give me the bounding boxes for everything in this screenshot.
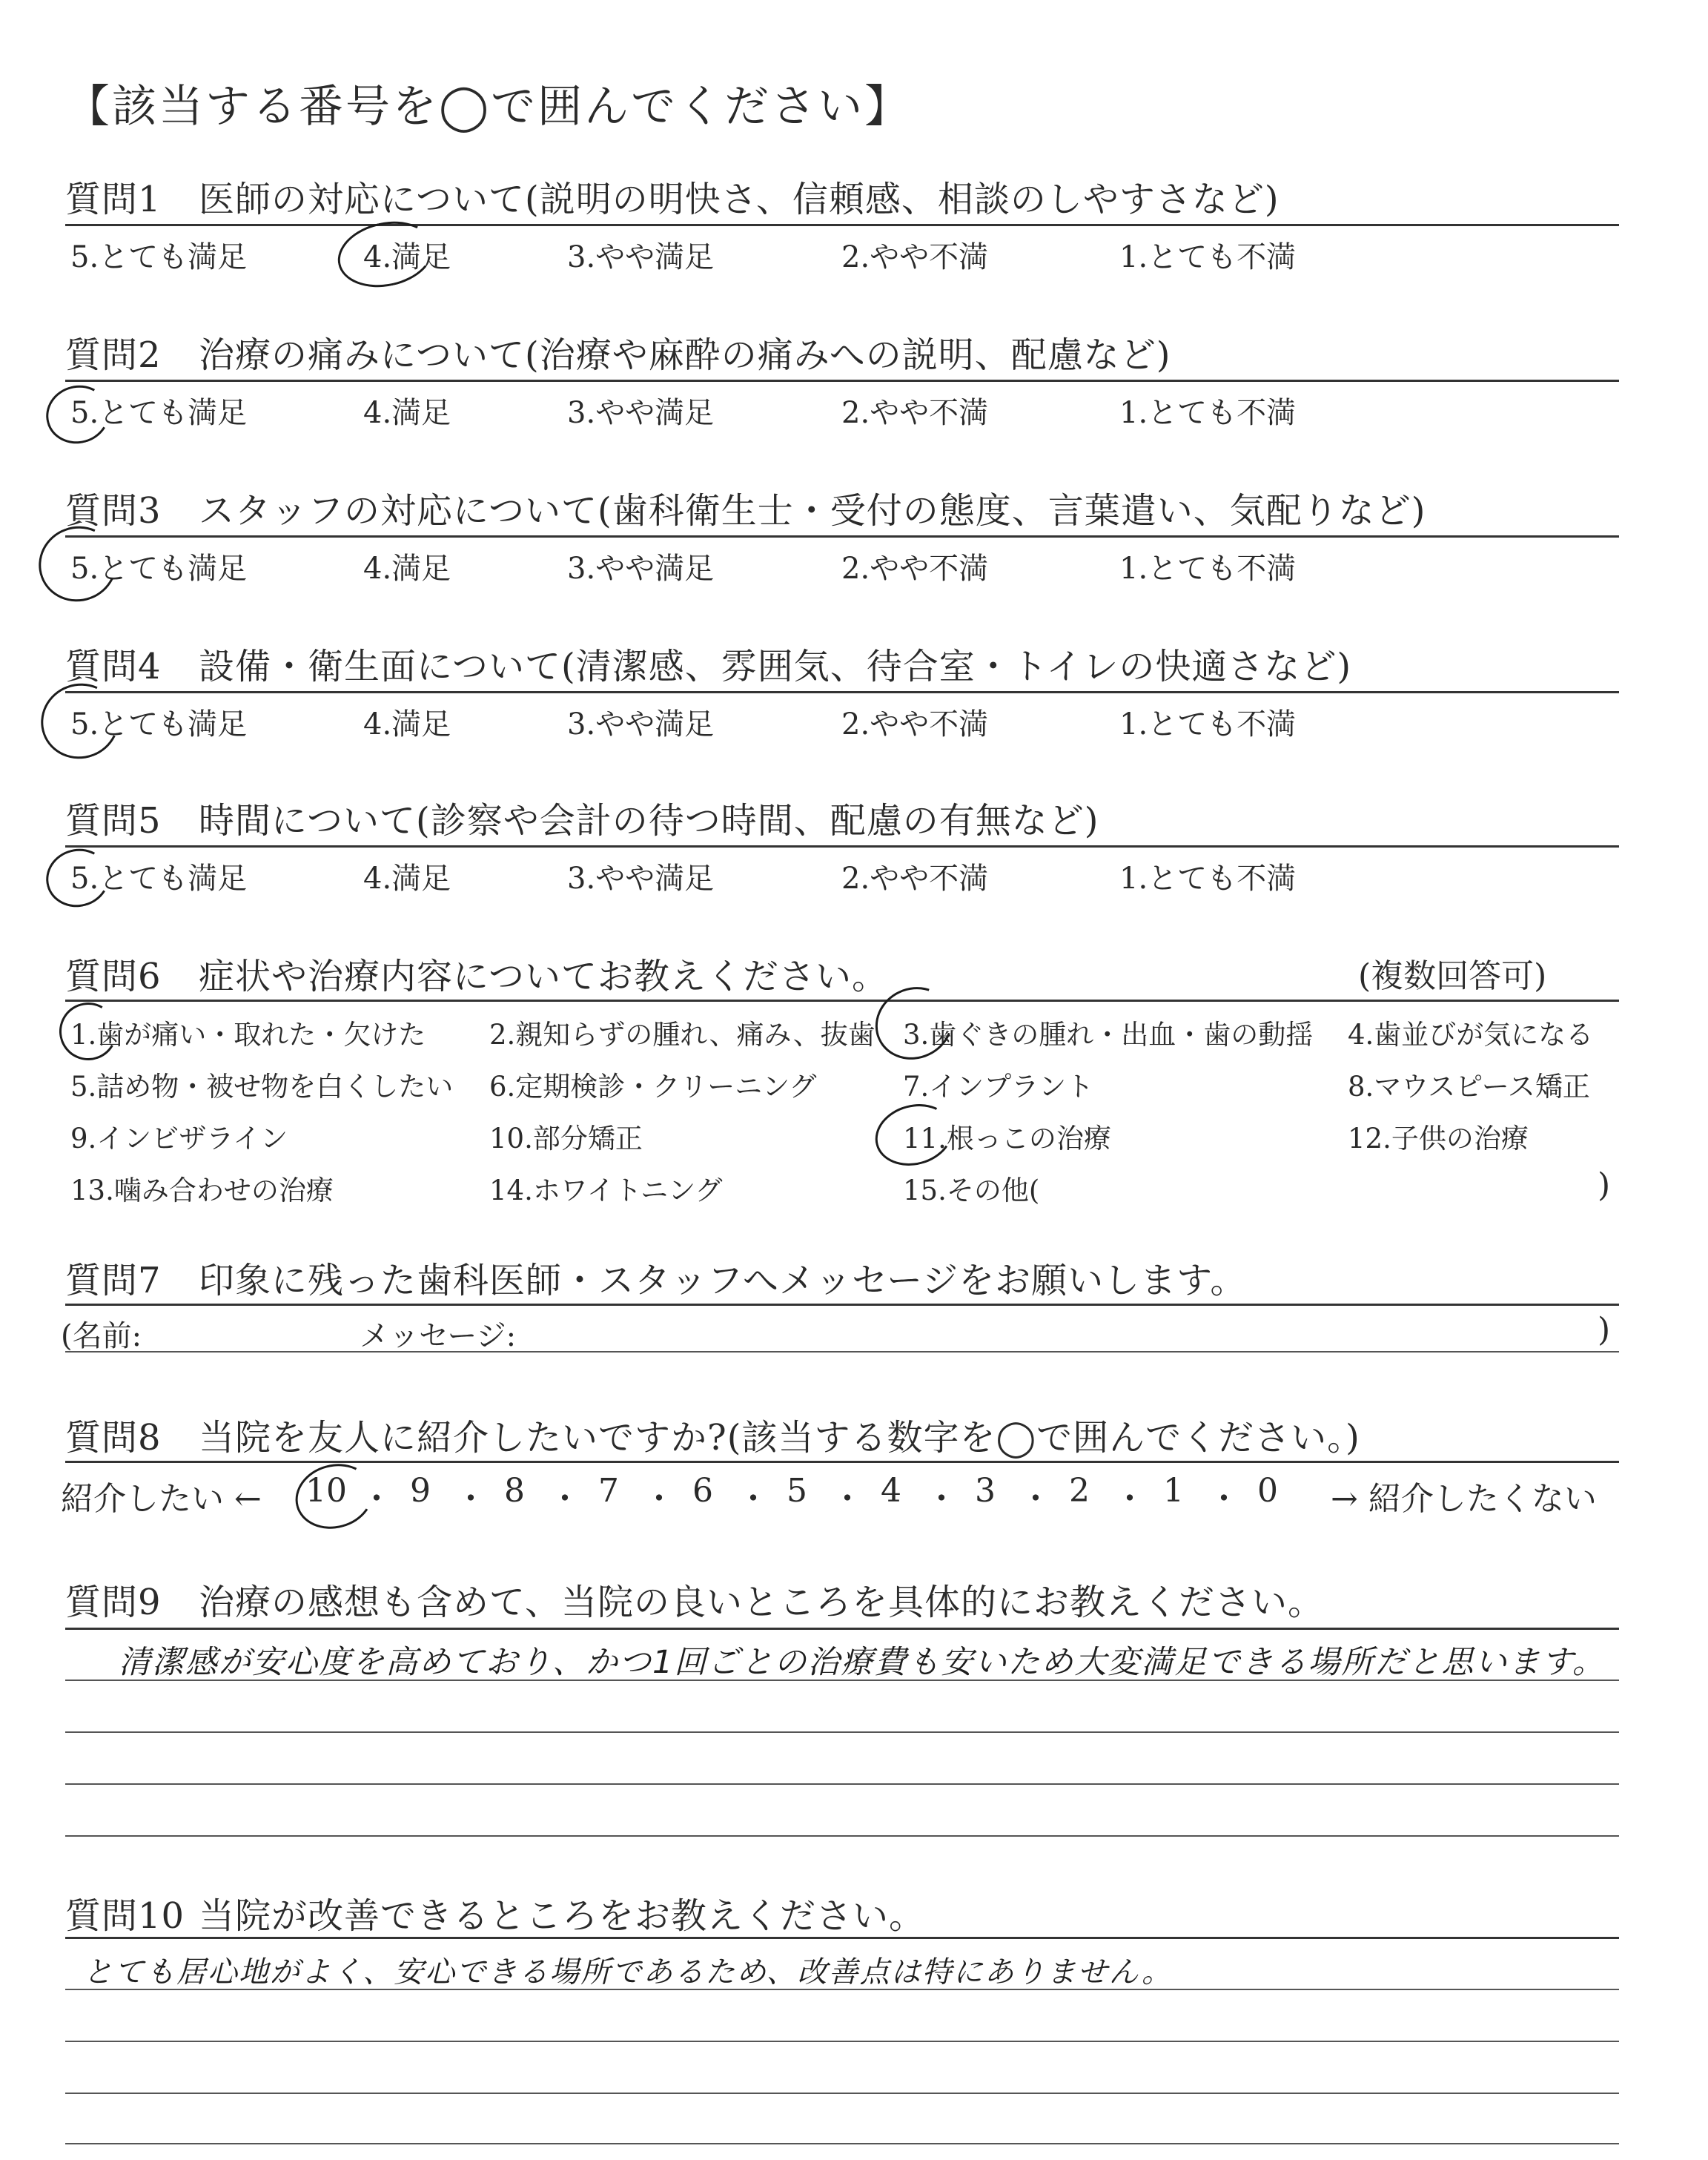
q6-option-4[interactable]: 4.歯並びが気になる bbox=[1348, 1019, 1594, 1051]
question-number: 質問8 bbox=[65, 1417, 162, 1459]
scale-value-9[interactable]: 9 bbox=[410, 1472, 431, 1510]
q6-option-2[interactable]: 2.親知らずの腫れ、痛み、抜歯 bbox=[489, 1019, 875, 1051]
scale-value-8[interactable]: 8 bbox=[504, 1472, 525, 1510]
question-number: 質問3 bbox=[65, 490, 162, 532]
q1-option-4[interactable]: 4.満足 bbox=[363, 240, 451, 274]
name-label: (名前: bbox=[61, 1319, 142, 1353]
q6-option-15[interactable]: 15.その他( bbox=[903, 1175, 1040, 1206]
message-close-paren: ) bbox=[1598, 1311, 1611, 1349]
q5-option-2[interactable]: 2.やや不満 bbox=[841, 862, 989, 896]
q6-option-3[interactable]: 3.歯ぐきの腫れ・出血・歯の動揺 bbox=[903, 1019, 1314, 1051]
q6-option-5[interactable]: 5.詰め物・被せ物を白くしたい bbox=[70, 1071, 454, 1103]
question-number: 質問5 bbox=[65, 800, 162, 842]
q5-option-3[interactable]: 3.やや満足 bbox=[567, 862, 715, 896]
scale-value-7[interactable]: 7 bbox=[598, 1472, 619, 1510]
answer-line[interactable] bbox=[65, 1835, 1619, 1837]
other-close-paren: ) bbox=[1598, 1166, 1611, 1204]
q3-option-5[interactable]: 5.とても満足 bbox=[70, 552, 248, 586]
scale-separator: ・ bbox=[1113, 1480, 1146, 1518]
question-number: 質問1 bbox=[65, 179, 162, 220]
divider bbox=[65, 845, 1619, 848]
recommend-right-label: → 紹介したくない bbox=[1331, 1480, 1597, 1518]
q4-option-5[interactable]: 5.とても満足 bbox=[70, 707, 248, 742]
question-number: 質問2 bbox=[65, 334, 162, 376]
divider bbox=[65, 380, 1619, 382]
q1-option-3[interactable]: 3.やや満足 bbox=[567, 240, 715, 274]
q2-option-4[interactable]: 4.満足 bbox=[363, 396, 451, 430]
question-text: 医師の対応について(説明の明快さ、信頼感、相談のしやすさなど) bbox=[199, 179, 1280, 220]
divider bbox=[65, 1000, 1619, 1002]
divider bbox=[65, 1628, 1619, 1630]
q4-option-3[interactable]: 3.やや満足 bbox=[567, 707, 715, 742]
message-label: メッセージ: bbox=[360, 1319, 517, 1353]
divider bbox=[65, 224, 1619, 226]
divider bbox=[65, 691, 1619, 693]
question-2-header bbox=[65, 326, 1171, 377]
question-4-header bbox=[65, 638, 1351, 689]
scale-value-10[interactable]: 10 bbox=[305, 1472, 347, 1510]
q2-option-3[interactable]: 3.やや満足 bbox=[567, 396, 715, 430]
scale-separator: ・ bbox=[454, 1480, 487, 1518]
q6-option-6[interactable]: 6.定期検診・クリーニング bbox=[489, 1071, 817, 1103]
q5-option-1[interactable]: 1.とても不満 bbox=[1119, 862, 1297, 896]
scale-separator: ・ bbox=[360, 1480, 393, 1518]
question-text: 当院が改善できるところをお教えください。 bbox=[199, 1895, 926, 1937]
question-10-header bbox=[65, 1887, 925, 1938]
question-number: 質問10 bbox=[65, 1895, 185, 1937]
question-8-header bbox=[65, 1409, 1360, 1460]
question-text: 設備・衛生面について(清潔感、雰囲気、待合室・トイレの快適さなど) bbox=[199, 646, 1352, 687]
q3-option-3[interactable]: 3.やや満足 bbox=[567, 552, 715, 586]
question-text: スタッフの対応について(歯科衛生士・受付の態度、言葉遣い、気配りなど) bbox=[199, 490, 1426, 532]
recommend-left-label: 紹介したい ← bbox=[61, 1480, 262, 1518]
question-text: 印象に残った歯科医師・スタッフへメッセージをお願いします。 bbox=[199, 1260, 1247, 1301]
question-text: 治療の痛みについて(治療や麻酔の痛みへの説明、配慮など) bbox=[199, 334, 1171, 376]
divider bbox=[65, 535, 1619, 538]
divider bbox=[65, 1937, 1619, 1939]
answer-line[interactable] bbox=[65, 2143, 1619, 2144]
q6-option-8[interactable]: 8.マウスピース矯正 bbox=[1348, 1071, 1590, 1103]
scale-value-4[interactable]: 4 bbox=[881, 1472, 901, 1510]
scale-value-0[interactable]: 0 bbox=[1257, 1472, 1278, 1510]
q3-option-2[interactable]: 2.やや不満 bbox=[841, 552, 989, 586]
scale-separator: ・ bbox=[549, 1480, 581, 1518]
q2-option-5[interactable]: 5.とても満足 bbox=[70, 396, 248, 430]
question-5-header bbox=[65, 792, 1099, 843]
q4-option-1[interactable]: 1.とても不満 bbox=[1119, 707, 1297, 742]
q5-option-5[interactable]: 5.とても満足 bbox=[70, 862, 248, 896]
question-text: 当院を友人に紹介したいですか?(該当する数字を◯で囲んでください。) bbox=[199, 1417, 1360, 1459]
question-3-header bbox=[65, 482, 1426, 533]
selection-circle bbox=[868, 1096, 959, 1175]
scale-value-3[interactable]: 3 bbox=[975, 1472, 996, 1510]
good-points-answer: 清潔感が安心度を高めており、かつ1回ごとの治療費も安いため大変満足できる場所だと思います。 bbox=[119, 1644, 1606, 1681]
message-input-line[interactable] bbox=[65, 1351, 1619, 1353]
question-1-header bbox=[65, 171, 1280, 222]
scale-value-6[interactable]: 6 bbox=[692, 1472, 713, 1510]
selection-circle bbox=[53, 996, 124, 1067]
answer-line[interactable] bbox=[65, 1989, 1619, 1990]
answer-line[interactable] bbox=[65, 2041, 1619, 2042]
page-title: 【該当する番号を◯で囲んでください】 bbox=[65, 81, 912, 133]
question-text: 時間について(診察や会計の待つ時間、配慮の有無など) bbox=[199, 800, 1099, 842]
q2-option-1[interactable]: 1.とても不満 bbox=[1119, 396, 1297, 430]
scale-separator: ・ bbox=[1019, 1480, 1052, 1518]
answer-line[interactable] bbox=[65, 1680, 1619, 1681]
q6-option-1[interactable]: 1.歯が痛い・取れた・欠けた bbox=[70, 1019, 426, 1051]
divider bbox=[65, 1461, 1619, 1463]
question-number: 質問6 bbox=[65, 956, 162, 997]
q6-option-10[interactable]: 10.部分矯正 bbox=[489, 1123, 643, 1155]
q1-option-5[interactable]: 5.とても満足 bbox=[70, 240, 248, 274]
question-number: 質問9 bbox=[65, 1582, 162, 1623]
improvement-answer: とても居心地がよく、安心できる場所であるため、改善点は特にありません。 bbox=[83, 1955, 1173, 1989]
answer-line[interactable] bbox=[65, 1783, 1619, 1785]
q3-option-4[interactable]: 4.満足 bbox=[363, 552, 451, 586]
q3-option-1[interactable]: 1.とても不満 bbox=[1119, 552, 1297, 586]
q6-option-9[interactable]: 9.インビザライン bbox=[70, 1123, 288, 1155]
question-9-header bbox=[65, 1573, 1324, 1625]
divider bbox=[65, 1304, 1619, 1306]
question-text: 治療の感想も含めて、当院の良いところを具体的にお教えください。 bbox=[199, 1582, 1325, 1623]
question-text: 症状や治療内容についてお教えください。 bbox=[199, 956, 889, 997]
q6-option-12[interactable]: 12.子供の治療 bbox=[1348, 1123, 1529, 1155]
selection-circle bbox=[39, 842, 116, 914]
q4-option-2[interactable]: 2.やや不満 bbox=[841, 707, 989, 742]
question-6-header bbox=[65, 948, 888, 999]
question-7-header bbox=[65, 1252, 1246, 1303]
q5-option-4[interactable]: 4.満足 bbox=[363, 862, 451, 896]
scale-value-5[interactable]: 5 bbox=[787, 1472, 807, 1510]
scale-separator: ・ bbox=[831, 1480, 864, 1518]
q1-option-1[interactable]: 1.とても不満 bbox=[1119, 240, 1297, 274]
answer-line[interactable] bbox=[65, 1731, 1619, 1733]
question-number: 質問4 bbox=[65, 646, 162, 687]
q4-option-4[interactable]: 4.満足 bbox=[363, 707, 451, 742]
q6-option-11[interactable]: 11.根っこの治療 bbox=[903, 1123, 1111, 1155]
q6-option-14[interactable]: 14.ホワイトニング bbox=[489, 1175, 723, 1206]
scale-value-1[interactable]: 1 bbox=[1163, 1472, 1184, 1510]
q2-option-2[interactable]: 2.やや不満 bbox=[841, 396, 989, 430]
question-number: 質問7 bbox=[65, 1260, 162, 1301]
scale-separator: ・ bbox=[925, 1480, 958, 1518]
q1-option-2[interactable]: 2.やや不満 bbox=[841, 240, 989, 274]
scale-separator: ・ bbox=[737, 1480, 769, 1518]
multiple-answer-note: (複数回答可) bbox=[1358, 957, 1547, 995]
scale-value-2[interactable]: 2 bbox=[1069, 1472, 1090, 1510]
scale-separator: ・ bbox=[1208, 1480, 1240, 1518]
selection-circle bbox=[288, 1456, 381, 1538]
scale-separator: ・ bbox=[643, 1480, 675, 1518]
q6-option-13[interactable]: 13.噛み合わせの治療 bbox=[70, 1175, 334, 1206]
answer-line[interactable] bbox=[65, 2093, 1619, 2094]
q6-option-7[interactable]: 7.インプラント bbox=[903, 1071, 1094, 1103]
